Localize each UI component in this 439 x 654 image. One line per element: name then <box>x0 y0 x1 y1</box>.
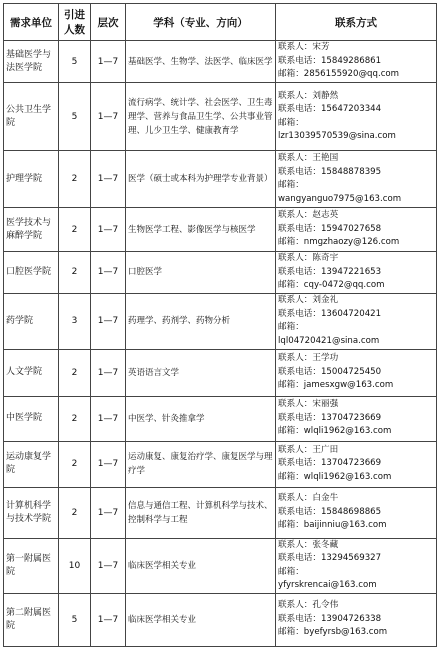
cell-unit: 人文学院 <box>4 349 59 396</box>
contact-line: wangyanguo7975@163.com <box>278 193 402 204</box>
cell-contact <box>276 487 437 538</box>
cell-count: 5 <box>59 593 91 646</box>
contact-line: 邮箱： <box>278 117 304 128</box>
contact-line: 联系电话：13704723669 <box>278 412 382 423</box>
cell-unit: 公共卫生学院 <box>4 83 59 151</box>
cell-contact <box>276 83 437 151</box>
cell-contact <box>276 252 437 294</box>
cell-level: 1—7 <box>91 252 126 294</box>
contact-line: 邮箱：wlqli1962@163.com <box>278 426 392 437</box>
contact-line: 联系人：王学功 <box>278 353 339 364</box>
contact-line: 联系人：宋芳 <box>278 42 330 53</box>
table-row <box>4 538 437 593</box>
table-row <box>4 151 437 208</box>
contact-line: 联系电话：15647203344 <box>278 104 382 114</box>
cell-contact <box>276 593 437 646</box>
cell-contact <box>276 538 437 593</box>
header-contact: 联系方式 <box>276 4 437 41</box>
contact-line: lzr13039570539@sina.com <box>278 131 396 141</box>
cell-unit: 中医学院 <box>4 396 59 441</box>
contact-line: 联系人：陈奇宇 <box>278 253 339 263</box>
contact-line: 邮箱：nmgzhaozy@126.com <box>278 237 400 248</box>
cell-level: 1—7 <box>91 487 126 538</box>
recruitment-table <box>3 3 437 647</box>
cell-subject: 运动康复、康复治疗学、康复医学与理疗学 <box>126 441 276 487</box>
cell-subject: 信息与通信工程、计算机科学与技术、控制科学与工程 <box>126 487 276 538</box>
contact-line: 联系电话：13704723669 <box>278 458 382 469</box>
cell-subject: 医学（硕士或本科为护理学专业背景） <box>126 151 276 208</box>
header-level: 层次 <box>91 4 126 41</box>
contact-line: 邮箱：baijinniu@163.com <box>278 520 387 531</box>
contact-line: 联系电话：13604720421 <box>278 308 382 319</box>
table-row <box>4 487 437 538</box>
cell-level: 1—7 <box>91 538 126 593</box>
cell-unit: 运动康复学院 <box>4 441 59 487</box>
cell-level: 1—7 <box>91 41 126 83</box>
cell-count: 10 <box>59 538 91 593</box>
cell-subject: 流行病学、统计学、社会医学、卫生毒理学、营养与食品卫生学、公共事业管理、儿少卫生学、健康教育学 <box>126 83 276 151</box>
contact-line: 联系人：赵志英 <box>278 210 339 221</box>
table-row <box>4 83 437 151</box>
contact-line: 联系电话：15849286861 <box>278 55 382 66</box>
table-row <box>4 252 437 294</box>
cell-subject: 英语语言文学 <box>126 349 276 396</box>
cell-level: 1—7 <box>91 396 126 441</box>
table-row <box>4 41 437 83</box>
contact-line: 联系电话：13294569327 <box>278 553 382 563</box>
contact-line: 邮箱： <box>278 322 304 332</box>
contact-line: 联系电话：15848698865 <box>278 506 382 517</box>
contact-line: 联系人：刘金礼 <box>278 295 339 305</box>
contact-line: 邮箱：wlqli1962@163.com <box>278 471 392 482</box>
cell-subject: 中医学、针灸推拿学 <box>126 396 276 441</box>
contact-line: 联系电话：15004725450 <box>278 366 382 377</box>
cell-contact <box>276 293 437 349</box>
contact-line: yfyrskrencai@163.com <box>278 580 377 590</box>
table-row <box>4 396 437 441</box>
contact-line: 联系电话：13904726338 <box>278 613 382 624</box>
cell-unit: 第一附属医院 <box>4 538 59 593</box>
cell-count: 2 <box>59 487 91 538</box>
cell-subject: 临床医学相关专业 <box>126 593 276 646</box>
cell-unit: 护理学院 <box>4 151 59 208</box>
contact-line: 联系人：孔令伟 <box>278 600 339 611</box>
cell-count: 3 <box>59 293 91 349</box>
contact-line: 邮箱：byefyrsb@163.com <box>278 627 388 638</box>
cell-contact <box>276 208 437 252</box>
cell-level: 1—7 <box>91 208 126 252</box>
table-body <box>4 41 437 647</box>
cell-unit: 计算机科学与技术学院 <box>4 487 59 538</box>
contact-line: 联系电话：15848878395 <box>278 166 382 177</box>
header-unit: 需求单位 <box>4 4 59 41</box>
cell-subject: 临床医学相关专业 <box>126 538 276 593</box>
cell-level: 1—7 <box>91 349 126 396</box>
header-count: 引进人数 <box>59 4 91 41</box>
cell-unit: 基础医学与法医学院 <box>4 41 59 83</box>
cell-unit: 药学院 <box>4 293 59 349</box>
cell-level: 1—7 <box>91 293 126 349</box>
cell-unit: 医学技术与麻醉学院 <box>4 208 59 252</box>
cell-level: 1—7 <box>91 151 126 208</box>
contact-line: 联系人：王广田 <box>278 444 339 455</box>
cell-subject: 生物医学工程、影像医学与核医学 <box>126 208 276 252</box>
header-row <box>4 4 437 41</box>
header-subject: 学科（专业、方向） <box>126 4 276 41</box>
contact-line: 联系人：王艳国 <box>278 153 339 163</box>
cell-count: 5 <box>59 41 91 83</box>
contact-line: 邮箱： <box>278 566 304 577</box>
cell-count: 2 <box>59 252 91 294</box>
cell-level: 1—7 <box>91 441 126 487</box>
cell-count: 2 <box>59 441 91 487</box>
cell-level: 1—7 <box>91 593 126 646</box>
cell-contact <box>276 41 437 83</box>
contact-line: 联系人：宋丽强 <box>278 399 339 410</box>
contact-line: 联系电话：15947027658 <box>278 223 382 234</box>
cell-subject: 基础医学、生物学、法医学、临床医学 <box>126 41 276 83</box>
contact-line: 邮箱： <box>278 180 304 190</box>
table-row <box>4 593 437 646</box>
table-row <box>4 208 437 252</box>
contact-line: 邮箱：cqy-0472@qq.com <box>278 280 385 290</box>
contact-line: 联系人：张冬藏 <box>278 539 339 550</box>
cell-contact <box>276 396 437 441</box>
cell-level: 1—7 <box>91 83 126 151</box>
contact-line: 邮箱：2856155920@qq.com <box>278 69 400 80</box>
contact-line: 邮箱：jamesxgw@163.com <box>278 380 394 391</box>
cell-count: 2 <box>59 396 91 441</box>
cell-contact <box>276 441 437 487</box>
contact-line: 联系人：刘静然 <box>278 90 339 101</box>
contact-line: 联系人：白金牛 <box>278 493 339 504</box>
cell-count: 5 <box>59 83 91 151</box>
contact-line: lql04720421@sina.com <box>278 335 380 346</box>
table-row <box>4 349 437 396</box>
cell-count: 2 <box>59 151 91 208</box>
cell-subject: 药理学、药剂学、药物分析 <box>126 293 276 349</box>
cell-unit: 口腔医学院 <box>4 252 59 294</box>
cell-contact <box>276 151 437 208</box>
cell-count: 2 <box>59 208 91 252</box>
cell-subject: 口腔医学 <box>126 252 276 294</box>
table-row <box>4 441 437 487</box>
contact-line: 联系电话：13947221653 <box>278 266 382 277</box>
cell-unit: 第二附属医院 <box>4 593 59 646</box>
cell-contact <box>276 349 437 396</box>
cell-count: 2 <box>59 349 91 396</box>
table-row <box>4 293 437 349</box>
